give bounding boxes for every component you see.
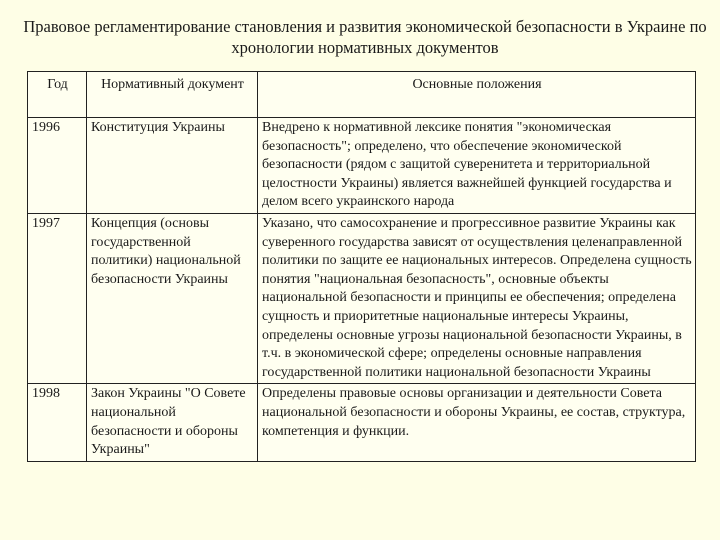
header-document: Нормативный документ — [87, 72, 258, 118]
document-cell: Конституция Украины — [87, 118, 258, 214]
year-cell: 1996 — [28, 118, 87, 214]
header-provisions: Основные положения — [258, 72, 696, 118]
year-cell: 1998 — [28, 384, 87, 461]
page-title: Правовое регламентирование становления и развития экономической безопасности в Украине по хронологии нормативных документов — [23, 17, 707, 57]
document-cell: Концепция (основы государственной политики) национальной безопасности Украины — [87, 213, 258, 383]
provisions-cell: Определены правовые основы организации и деятельности Совета национальной безопасности и обороны Украины, ее состав, структура, компетенция и функции. — [258, 384, 696, 461]
provisions-cell: Внедрено к нормативной лексике понятия "экономическая безопасность"; определено, что обеспечение экономической безопасности (рядом с защитой суверенитета и территориальной целостности Украины) является важнейшей функцией государства и делом всего украинского народа — [258, 118, 696, 214]
table-row — [28, 384, 696, 461]
year-cell: 1997 — [28, 213, 87, 383]
document-cell: Закон Украины "О Совете национальной безопасности и обороны Украины" — [87, 384, 258, 461]
table-row — [28, 118, 696, 214]
provisions-cell: Указано, что самосохранение и прогрессивное развитие Украины как суверенного государства зависят от осуществления целенаправленной политики по защите ее национальных интересов. Определена сущность понятия "национальная безопасность", основные объекты национальной безопасности и принципы ее обеспечения; определена сущность и приоритетные национальные интересы Украины, определены основные угрозы национальной безопасности Украины, в т.ч. в экономической сфере; определены основные направления государственной политики национальной безопасности Украины — [258, 213, 696, 383]
table-row — [28, 213, 696, 383]
regulation-table — [27, 71, 696, 462]
table-header-row — [28, 72, 696, 118]
header-year: Год — [28, 72, 87, 118]
